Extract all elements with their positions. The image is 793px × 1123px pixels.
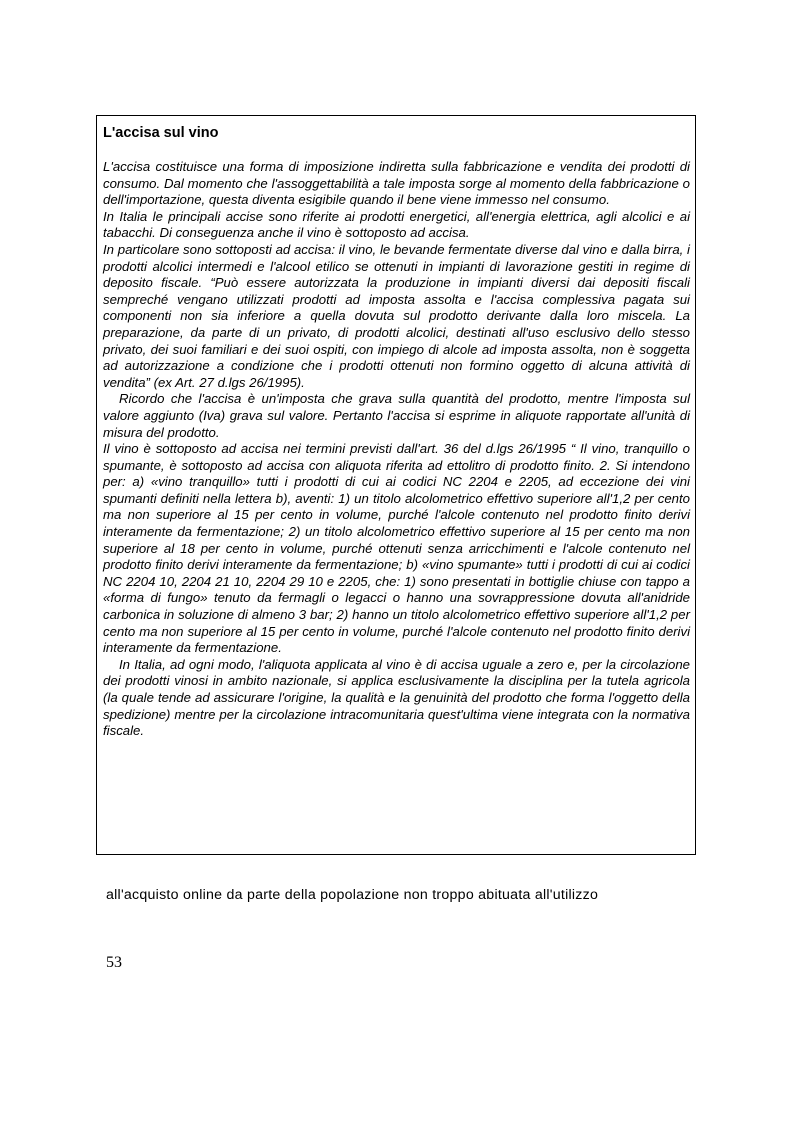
body-continuation-line: all'acquisto online da parte della popolazione non troppo abituata all'utilizzo	[106, 887, 599, 903]
paragraph-italy-excises: In Italia le principali accise sono riferite ai prodotti energetici, all'energia elettrica, agli alcolici e ai tabacchi. Di conseguenza anche il vino è sottoposto ad accisa.	[103, 208, 690, 241]
page-number: 53	[106, 954, 122, 971]
paragraph-zero-rate: In Italia, ad ogni modo, l'aliquota applicata al vino è di accisa uguale a zero e, per la circolazione dei prodotti vinosi in ambito nazionale, si applica esclusivamente la disciplina per la tutela agricola (la quale tende ad assicurare l'origine, la qualità e la genuinità del prodotto che forma l'oggetto della spedizione) mentre per la circolazione intracomunitaria quest'ultima viene integrata con la normativa fiscale.	[103, 656, 690, 739]
paragraph-definition: L'accisa costituisce una forma di imposizione indiretta sulla fabbricazione e vendita dei prodotti di consumo. Dal momento che l'assoggettabilità a tale imposta sorge al momento della fabbricazione o dell'importazione, questa diventa esigibile quando il bene viene immesso nel consumo.	[103, 159, 690, 208]
paragraph-subject-products: In particolare sono sottoposti ad accisa: il vino, le bevande fermentate diverse dal vino e dalla birra, i prodotti alcolici intermedi e l'alcool etilico se ottenuti in impianti di lavorazione gestiti in regime di deposito fiscale. “Può essere autorizzata la produzione in impianti diversi dai depositi fiscali sempreché vengano utilizzati prodotti ad imposta assolta e l'accisa complessiva pagata sui componenti non sia inferiore a quella dovuta sul prodotto derivante dalla loro miscela. La preparazione, da parte di un privato, di prodotti alcolici, destinati all'uso esclusivo dello stesso privato, dei suoi familiari e dei suoi ospiti, con impiego di alcole ad imposta assolta, non è soggetta ad autorizzazione a condizione che i prodotti ottenuti non formino oggetto di alcuna attività di vendita” (ex Art. 27 d.lgs 26/1995).	[103, 241, 690, 390]
box-title: L'accisa sul vino	[103, 125, 219, 141]
paragraph-art-36: Il vino è sottoposto ad accisa nei termini previsti dall'art. 36 del d.lgs 26/1995 “ Il vino, tranquillo o spumante, è sottoposto ad accisa con aliquota riferita ad ettolitro di prodotto finito. 2. Si intendono per: a) «vino tranquillo» tutti i prodotti di cui ai codici NC 2204 e 2205, ad eccezione dei vini spumanti definiti nella lettera b), aventi: 1) un titolo alcolometrico effettivo superiore all'1,2 per cento ma non superiore al 15 per cento in volume, purché l'alcole contenuto nel prodotto finito derivi interamente da fermentazione; 2) un titolo alcolometrico effettivo superiore al 15 per cento ma non superiore al 18 per cento in volume, purché ottenuti senza arricchimenti e l'alcole contenuto nel prodotto finito derivi interamente da fermentazione; b) «vino spumante» tutti i prodotti di cui ai codici NC 2204 10, 2204 21 10, 2204 29 10 e 2205, che: 1) sono presentati in bottiglie chiuse con tappo a «forma di fungo» tenuto da fermagli o legacci o hanno una sovrappressione dovuta all'anidride carbonica in soluzione di almeno 3 bar; 2) hanno un titolo alcolometrico effettivo superiore all'1,2 per cento ma non superiore al 15 per cento in volume, purché l'alcole contenuto nel prodotto finito derivi interamente da fermentazione.	[103, 441, 690, 656]
accisa-sul-vino-box	[96, 115, 696, 855]
box-body	[103, 159, 690, 740]
paragraph-quantity-vs-value: Ricordo che l'accisa è un'imposta che grava sulla quantità del prodotto, mentre l'imposta sul valore aggiunto (Iva) grava sul valore. Pertanto l'accisa si esprime in aliquote rapportate all'unità di misura del prodotto.	[103, 391, 690, 440]
